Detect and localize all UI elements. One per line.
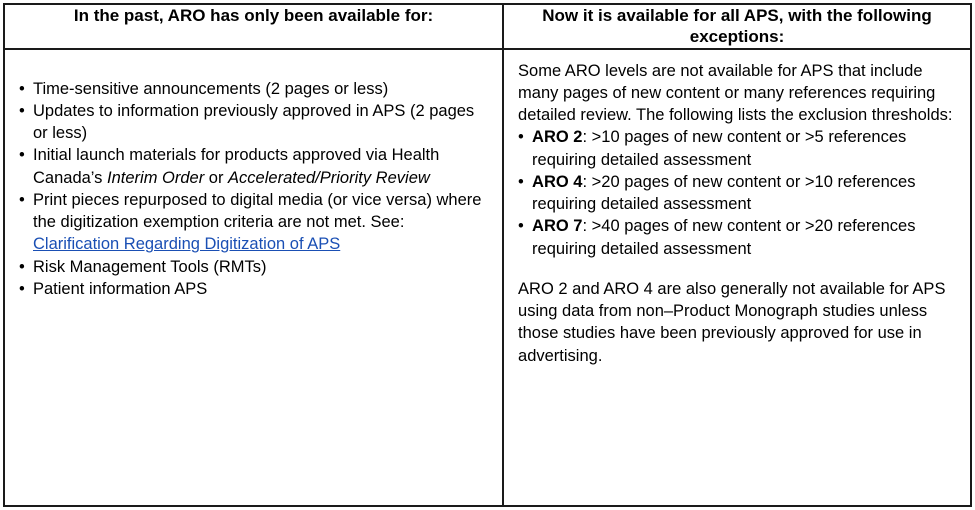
threshold-label-0: ARO 2 xyxy=(532,128,583,147)
plain-text: Patient information APS xyxy=(33,279,208,298)
threshold-text-0: >10 pages of new content or >5 references requiring detailed assessment xyxy=(532,128,907,169)
list-item-text-0 xyxy=(33,80,388,98)
plain-text: Time-sensitive announcements (2 pages or less) xyxy=(33,79,389,98)
digitization-clarification-link[interactable]: Clarification Regarding Digitization of APS xyxy=(33,235,341,254)
plain-text: Initial launch materials for products approved via Health Canada’s xyxy=(33,146,440,187)
header-current-availability xyxy=(503,4,971,49)
table-body-row xyxy=(4,49,971,507)
list-item xyxy=(19,189,488,256)
list-item xyxy=(19,278,488,300)
emphasis-text: Interim Order xyxy=(107,168,205,187)
table-header-row xyxy=(4,4,971,49)
plain-text: Updates to information previously approved in APS (2 pages or less) xyxy=(33,101,475,143)
comparison-table xyxy=(3,3,972,507)
threshold-text-2: >40 pages of new content or >20 references requiring detailed assessment xyxy=(532,217,916,258)
list-item xyxy=(518,215,956,260)
current-availability-content xyxy=(504,50,970,377)
past-availability-content xyxy=(5,50,502,311)
paragraph-spacer xyxy=(518,260,956,278)
threshold-sep-1: : xyxy=(582,172,588,191)
list-item xyxy=(19,144,488,189)
list-item-text-3 xyxy=(33,191,481,254)
threshold-label-2: ARO 7 xyxy=(532,217,583,236)
threshold-label-1: ARO 4 xyxy=(532,172,583,191)
list-item xyxy=(19,256,488,278)
emphasis-text: Accelerated/Priority Review xyxy=(228,168,430,187)
past-availability-list xyxy=(19,78,488,301)
header-past-availability xyxy=(4,4,503,49)
plain-text: Risk Management Tools (RMTs) xyxy=(33,257,267,276)
list-item xyxy=(19,78,488,100)
cell-past-availability xyxy=(4,49,503,507)
list-item xyxy=(19,100,488,145)
header-current-availability-label: Now it is available for all APS, with the following exceptions: xyxy=(542,6,932,47)
exclusion-intro-text: Some ARO levels are not available for APS that include many pages of new content or many references requiring detailed review. The following lists the exclusion thresholds: xyxy=(518,61,953,125)
list-item-text-4 xyxy=(33,258,267,276)
exclusion-closing-text: ARO 2 and ARO 4 are also generally not available for APS using data from non–Product Monograph studies unless those studies have been previously approved for use in advertising. xyxy=(518,279,946,365)
header-past-availability-label: In the past, ARO has only been available for: xyxy=(73,6,434,25)
threshold-sep-0: : xyxy=(582,128,588,147)
list-item xyxy=(518,126,956,171)
threshold-sep-2: : xyxy=(582,217,588,236)
plain-text: Print pieces repurposed to digital media (or vice versa) where the digitization exemption criteria are not met. See: xyxy=(33,190,482,232)
list-item xyxy=(518,171,956,216)
threshold-text-1: >20 pages of new content or >10 references requiring detailed assessment xyxy=(532,172,916,214)
list-item-text-1 xyxy=(33,102,474,142)
list-item-text-5 xyxy=(33,280,207,298)
cell-current-availability xyxy=(503,49,971,507)
plain-text: or xyxy=(204,168,229,187)
list-item-text-2 xyxy=(33,146,439,186)
exclusion-threshold-list xyxy=(518,126,956,260)
